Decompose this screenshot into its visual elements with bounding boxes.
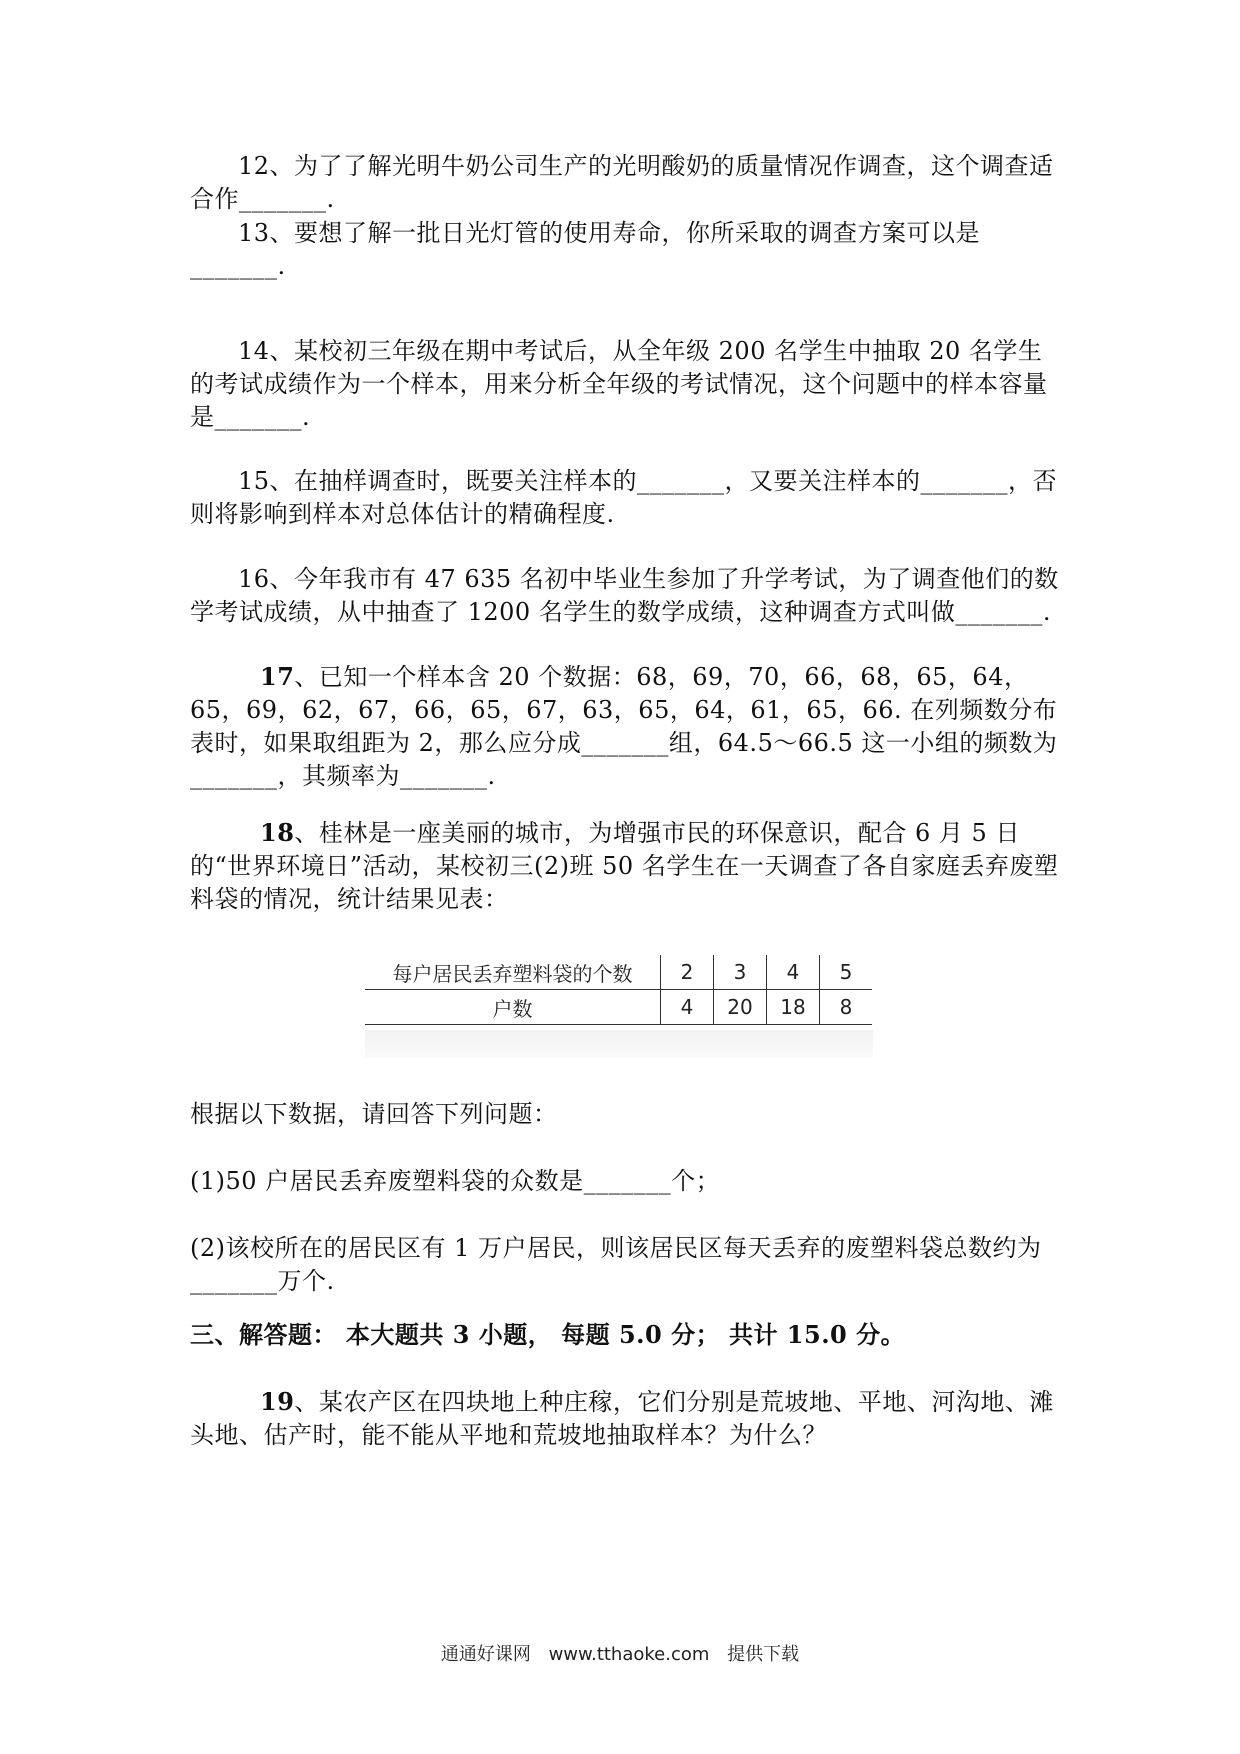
- question-17: [190, 660, 1060, 793]
- question-15: 15、在抽样调查时，既要关注样本的_______，又要关注样本的_______，否则将影响到样本对总体估计的精确程度.: [190, 467, 1058, 528]
- table-scan-shadow: [365, 1030, 873, 1058]
- question-14: 14、某校初三年级在期中考试后，从全年级 200 名学生中抽取 20 名学生的考试成绩作为一个样本，用来分析全年级的考试情况，这个问题中的样本容量是_______.: [190, 337, 1048, 431]
- footer-action: 提供下载: [727, 1644, 800, 1665]
- table-cell: 4: [767, 955, 820, 990]
- table-cell: 8: [820, 990, 873, 1025]
- question-16: 16、今年我市有 47 635 名初中毕业生参加了升学考试，为了调查他们的数学考试成绩，从中抽查了 1200 名学生的数学成绩，这种调查方式叫做_______.: [190, 565, 1059, 626]
- question-18: [190, 816, 1060, 916]
- question-12: 12、为了了解光明牛奶公司生产的光明酸奶的质量情况作调查，这个调查适合作_______.: [190, 152, 1054, 213]
- table-header-cell: 每户居民丢弃塑料袋的个数: [365, 955, 661, 990]
- page-footer: [0, 1640, 1240, 1666]
- question-19-text: 、某农产区在四块地上种庄稼，它们分别是荒坡地、平地、河沟地、滩头地、估产时，能不能从平地和荒坡地抽取样本？为什么？: [190, 1388, 1054, 1449]
- table-cell: 4: [661, 990, 714, 1025]
- question-17-text: 、已知一个样本含 20 个数据：68，69，70，66，68，65，64，65，69，62，67，66，65，67，63，65，64，61，65，66. 在列频数分布表时，如果取组距为 2，那么应分成_______组，64.5～66.5 这一小组的频数为_______，其频率为_______.: [190, 663, 1058, 790]
- question-18-sub-1: (1)50 户居民丢弃废塑料袋的众数是_______个；: [190, 1167, 721, 1195]
- table-cell: 2: [661, 955, 714, 990]
- table-row: [365, 955, 872, 990]
- table-row: [365, 990, 872, 1025]
- footer-url[interactable]: www.tthaoke.com: [548, 1644, 710, 1665]
- table-cell: 5: [820, 955, 873, 990]
- footer-site-name: 通通好课网: [440, 1644, 531, 1665]
- question-13: 13、要想了解一批日光灯管的使用寿命，你所采取的调查方案可以是_______.: [190, 219, 981, 280]
- table-cell: 20: [714, 990, 767, 1025]
- table-cell: 3: [714, 955, 767, 990]
- frequency-table: [365, 955, 872, 1025]
- table-header-cell: 户数: [365, 990, 661, 1025]
- question-18-number: 18: [260, 818, 295, 847]
- question-19: [190, 1385, 1060, 1452]
- question-18-text: 、桂林是一座美丽的城市，为增强市民的环保意识，配合 6 月 5 日的“世界环境日”活动，某校初三(2)班 50 名学生在一天调查了各自家庭丢弃废塑料袋的情况，统计结果见表：: [190, 819, 1059, 913]
- question-17-number: 17: [260, 662, 295, 691]
- question-18-prompt: 根据以下数据，请回答下列问题：: [190, 1100, 558, 1128]
- section-3-heading: 三、解答题： 本大题共 3 小题， 每题 5.0 分； 共计 15.0 分。: [190, 1320, 906, 1349]
- question-18-sub-2: (2)该校所在的居民区有 1 万户居民，则该居民区每天丢弃的废塑料袋总数约为_______万个.: [190, 1234, 1042, 1295]
- table-cell: 18: [767, 990, 820, 1025]
- question-19-number: 19: [260, 1387, 295, 1416]
